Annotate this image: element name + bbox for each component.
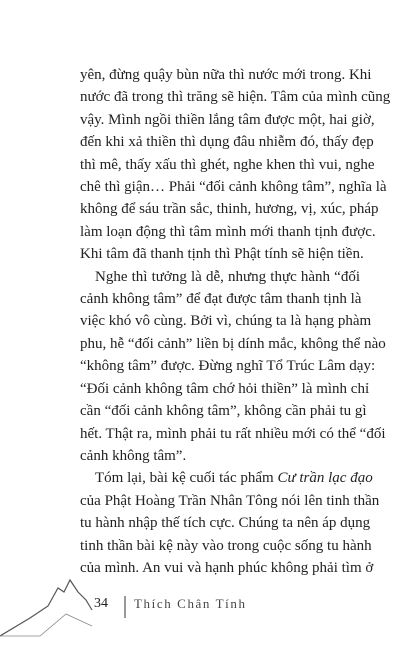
- text-line: cảnh không tâm”.: [80, 447, 187, 464]
- running-author: Thích Chân Tính: [134, 596, 247, 611]
- text-line: chê thì giận… Phải “đối cảnh không tâm”, nghĩa là: [80, 179, 387, 196]
- text-line: cần “đối cảnh không tâm”, không cần phải tu gì: [80, 403, 367, 420]
- text-line: tinh thần bài kệ này vào trong cuộc sống tu hành: [80, 537, 372, 554]
- text-line: làm loạn động thì tâm mình mới thanh tịnh được.: [80, 223, 376, 240]
- text-line: cảnh không tâm” để đạt được tâm thanh tịnh là: [80, 291, 362, 308]
- text-line: hết. Thật ra, mình phải tu rất nhiều mới có thể “đối: [80, 425, 386, 442]
- text-line: của Phật Hoàng Trần Nhân Tông nói lên tinh thần: [80, 492, 380, 509]
- text-line: thì mê, thấy xấu thì ghét, nghe khen thì vui, nghe: [80, 156, 375, 173]
- text-run: Tóm lại, bài kệ cuối tác phẩm: [95, 470, 278, 487]
- text-line: Nghe thì tưởng là dễ, nhưng thực hành “đối: [95, 268, 360, 285]
- text-line: nước đã trong thì trăng sẽ hiện. Tâm của mình cũng: [80, 89, 391, 106]
- paragraph-3: [80, 467, 380, 579]
- body-text: [80, 64, 391, 579]
- text-line: vậy. Mình ngồi thiền lắng tâm được một, hai giờ,: [80, 111, 375, 128]
- paragraph-1: [80, 64, 391, 266]
- text-line: không để sáu trần sắc, thinh, hương, vị, xúc, pháp: [80, 201, 379, 218]
- text-line: đến khi xả thiền thì dụng đâu nhiễm đó, thấy đẹp: [80, 134, 374, 151]
- text-line: Khi tâm đã thanh tịnh thì Phật tính sẽ hiện tiền.: [80, 246, 364, 263]
- text-line: yên, đừng quậy bùn nữa thì nước mới trong. Khi: [80, 67, 372, 83]
- text-line: tu hành nhập thế tích cực. Chúng ta nên áp dụng: [80, 515, 371, 532]
- text-line: việc khó vô cùng. Bởi vì, chúng ta là hạng phàm: [80, 313, 372, 330]
- text-line: “Đối cảnh không tâm chớ hỏi thiền” là mình chỉ: [80, 380, 370, 397]
- paragraph-2: [80, 266, 386, 468]
- page-footer: [0, 578, 420, 638]
- text-line: của mình. An vui và hạnh phúc không phải tìm ở: [80, 559, 374, 576]
- text-line: phu, hễ “đối cảnh” liền bị dính mắc, không thể nào: [80, 335, 386, 352]
- page-number: 34: [94, 596, 108, 611]
- book-title: Cư trần lạc đạo: [277, 470, 373, 487]
- text-line: [80, 467, 373, 489]
- text-line: “không tâm” được. Đừng nghĩ Tổ Trúc Lâm dạy:: [80, 358, 376, 375]
